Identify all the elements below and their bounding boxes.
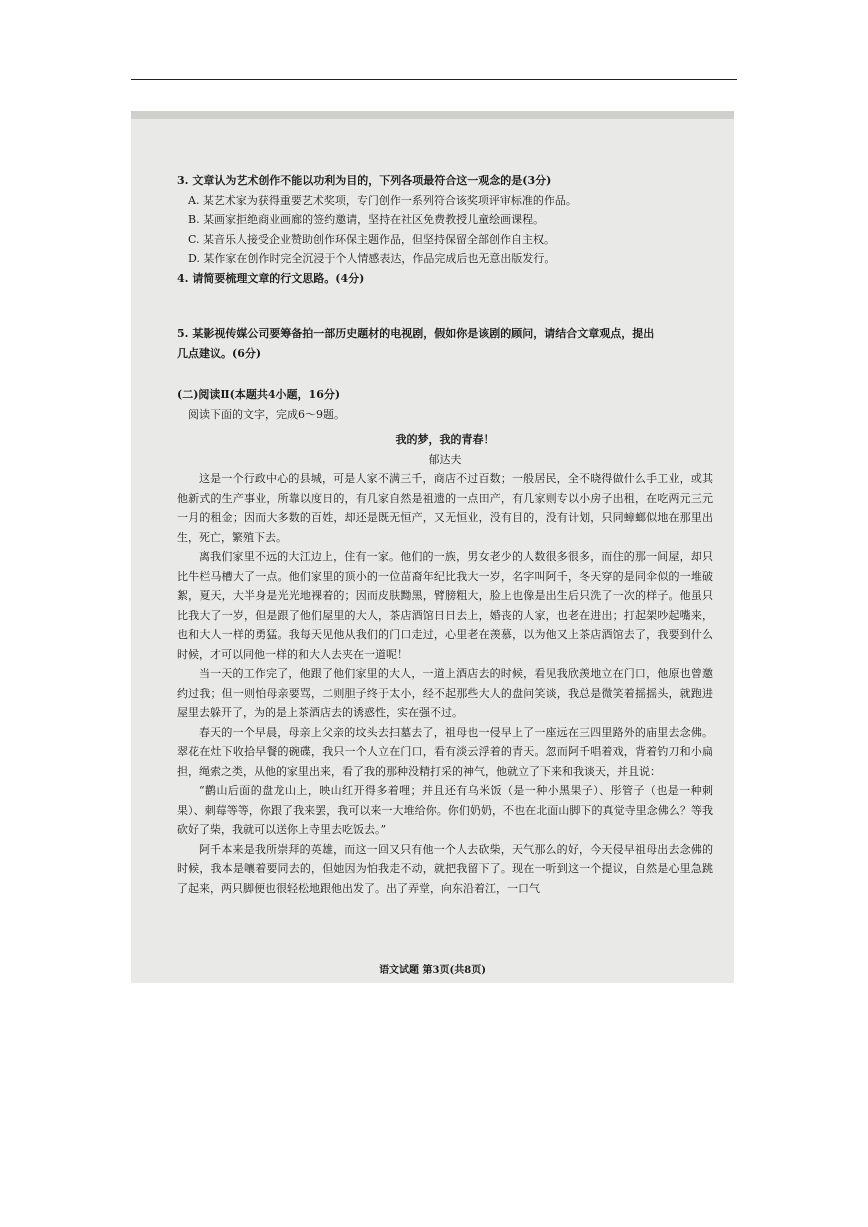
question-3-stem: 3. 文章认为艺术创作不能以功利为目的，下列各项最符合这一观念的是(3分)	[177, 174, 552, 187]
section-heading: (二)阅读Ⅱ(本题共4小题，16分)	[177, 388, 341, 401]
article-paragraph-4: 春天的一个早晨，母亲上父亲的坟头去扫墓去了，祖母也一侵早上了一座远在三四里路外的庙里去念佛。翠花在灶下收拾早餐的碗碟，我只一个人立在门口，看有淡云浮着的青天。忽而阿千唱着戏，背着钓刀和小扁担，绳索之类，从他的家里出来，看了我的那种没精打采的神气，他就立了下来和我谈天，并且说：	[177, 725, 713, 778]
article-paragraph-1: 这是一个行政中心的县城，可是人家不满三千，商店不过百数；一般居民，全不晓得做什么手工业，或其他新式的生产事业，所靠以度日的，有几家自然是祖遗的一点田产，有几家则专以小房子出租，在吃两元三元一月的租金；因而大多数的百姓，却还是既无恒产，又无恒业，没有目的，没有计划，只同蟑螂似地在那里出生，死亡，繁殖下去。	[177, 472, 713, 544]
article-paragraph-2: 离我们家里不远的大江边上，住有一家。他们的一族，男女老少的人数很多很多，而住的那一间屋，却只比牛栏马槽大了一点。他们家里的顶小的一位苗裔年纪比我大一岁，名字叫阿千，冬天穿的是同伞似的一堆破絮，夏天，大半身是光光地裸着的；因而皮肤黝黑，臂膀粗大，脸上也像是出生后只洗了一次的样子。他虽只比我大了一岁，但是跟了他们屋里的大人，茶店酒馆日日去上，婚丧的人家，也老在进出；打起架吵起嘴来，也和大人一样的勇猛。我每天见他从我们的门口走过，心里老在羡慕，以为他又上茶店酒馆去了，我要到什么时候，才可以同他一样的和大人去夹在一道呢！	[177, 550, 713, 661]
question-3-option-b: B. 某画家拒绝商业画廊的签约邀请，坚持在社区免费教授儿童绘画课程。	[188, 213, 545, 226]
question-3-option-c: C. 某音乐人接受企业赞助创作环保主题作品，但坚持保留全部创作自主权。	[188, 232, 556, 246]
article-paragraph-6: 阿千本来是我所崇拜的英雄，而这一回又只有他一个人去砍柴，天气那么的好，今天侵早祖母出去念佛的时候，我本是嚷着要同去的，但她因为怕我走不动，就把我留下了。现在一听到这一个提议，自然是心里急跳了起来，两只脚便也很轻松地跟他出发了。出了弄堂，向东沿着江，一口气	[177, 842, 713, 895]
page-footer: 语文试题 第3页(共8页)	[379, 965, 486, 976]
article-paragraph-3: 当一天的工作完了，他跟了他们家里的大人，一道上酒店去的时候，看见我欣羡地立在门口，他原也曾邀约过我；但一则怕母亲要骂，二则胆子终于太小，经不起那些大人的盘问笑谈，我总是微笑着摇摇头，就跑进屋里去躲开了，为的是上茶酒店去的诱惑性，实在强不过。	[177, 667, 713, 719]
scanned-exam-page	[131, 111, 734, 983]
article-title: 我的梦，我的青春！	[395, 433, 495, 446]
question-5-stem-line-2: 几点建议。(6分)	[177, 346, 262, 360]
top-rule	[131, 79, 737, 80]
question-5-stem-line-1: 5. 某影视传媒公司要筹备拍一部历史题材的电视剧，假如你是该剧的顾问，请结合文章观点，提出	[177, 327, 655, 340]
article-paragraph-5: “鹳山后面的盘龙山上，映山红开得多着哩；并且还有乌米饭（是一种小黑果子）、彤管子（也是一种刺果）、刺莓等等，你跟了我来罢，我可以来一大堆给你。你们奶奶，不也在北面山脚下的真觉寺里念佛么？等我砍好了柴，我就可以送你上寺里去吃饭去。”	[177, 784, 713, 836]
question-4-stem: 4. 请简要梳理文章的行文思路。(4分)	[177, 271, 365, 285]
question-3-option-d: D. 某作家在创作时完全沉浸于个人情感表达，作品完成后也无意出版发行。	[188, 252, 556, 265]
section-instruction: 阅读下面的文字，完成6～9题。	[188, 407, 345, 421]
scan-top-shadow	[131, 111, 734, 119]
page-content	[177, 171, 713, 898]
article-author: 郁达夫	[428, 452, 462, 466]
question-3-option-a: A. 某艺术家为获得重要艺术奖项，专门创作一系列符合该奖项评审标准的作品。	[188, 193, 577, 207]
